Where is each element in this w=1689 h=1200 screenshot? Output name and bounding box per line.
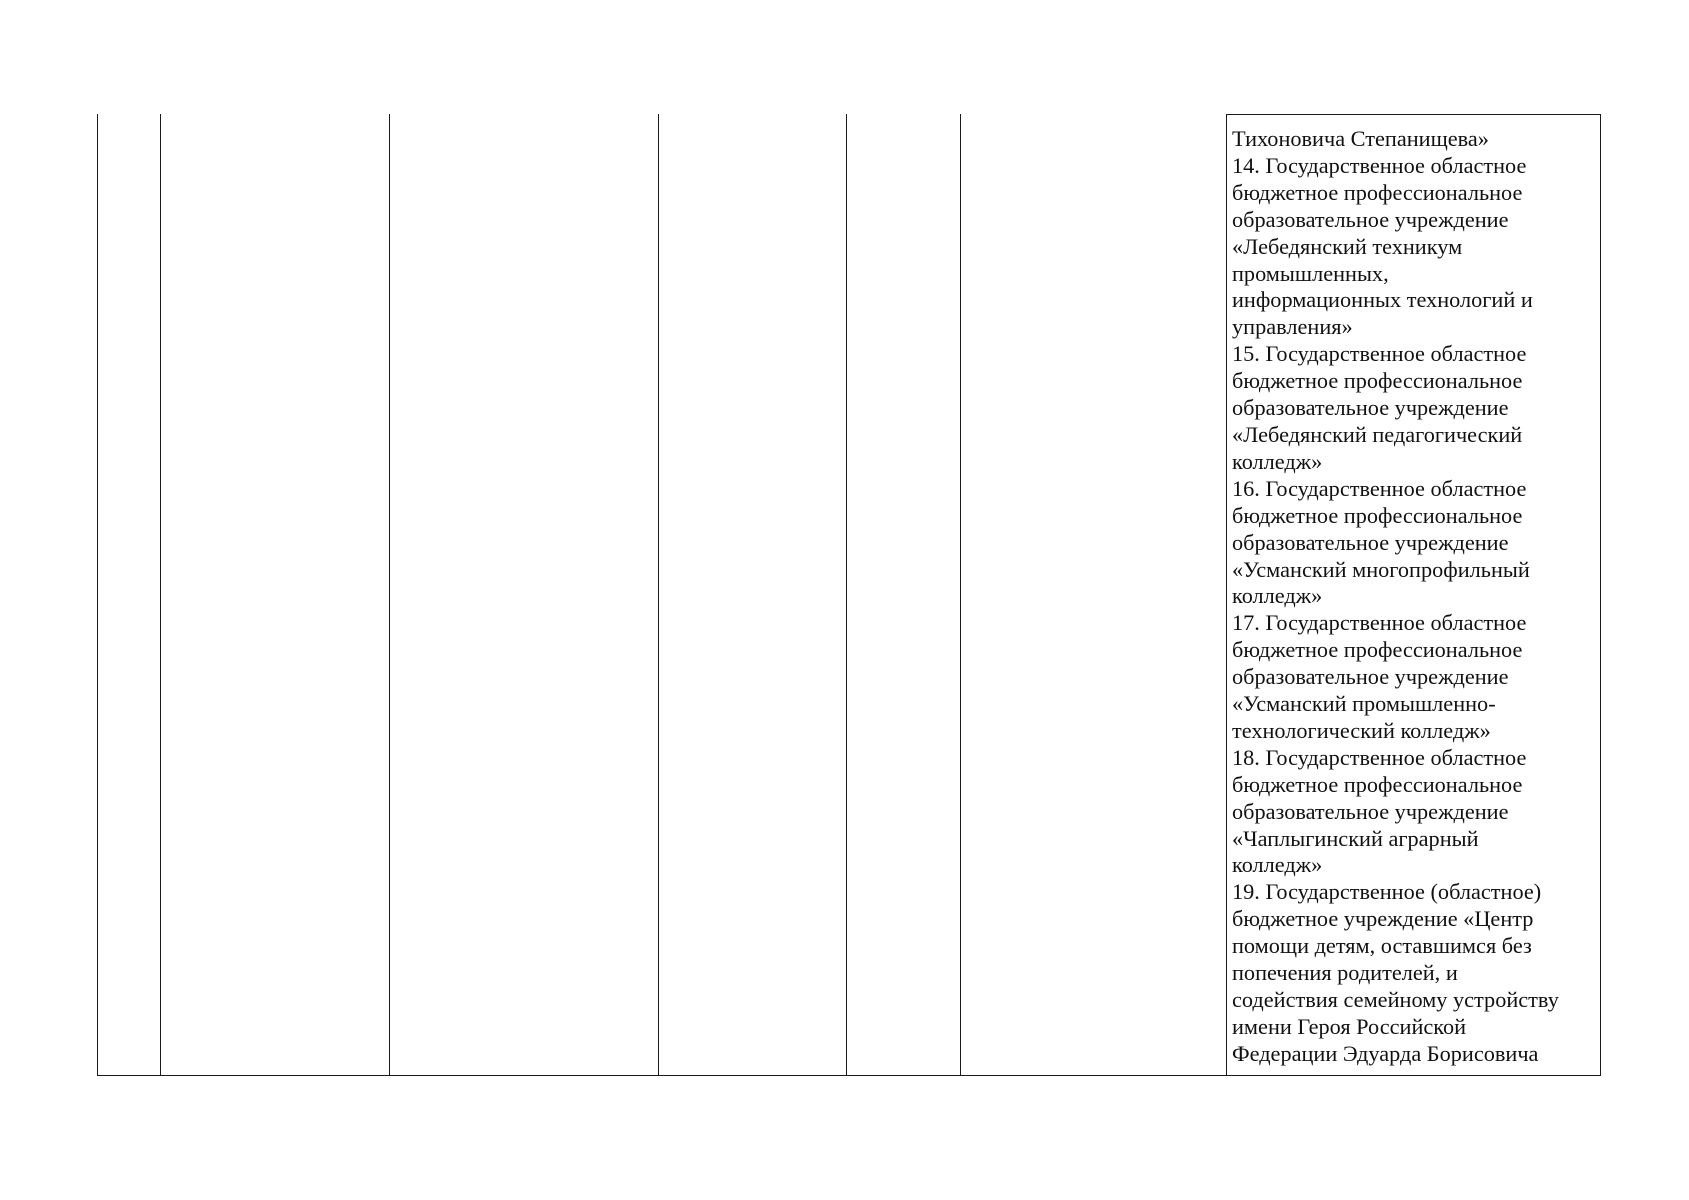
text-line: образовательное учреждение xyxy=(1232,664,1509,690)
text-line: «Лебедянский педагогический xyxy=(1232,421,1523,447)
column-border xyxy=(846,114,847,1076)
text-line: бюджетное профессиональное xyxy=(1232,368,1523,394)
text-line: имени Героя Российской xyxy=(1232,1013,1467,1039)
text-line: образовательное учреждение xyxy=(1232,395,1509,421)
text-line: управления» xyxy=(1232,314,1353,340)
column-border xyxy=(1226,114,1227,1076)
text-line: 14. Государственное областное xyxy=(1232,152,1527,178)
text-line: «Усманский промышленно- xyxy=(1232,691,1496,717)
text-line: 16. Государственное областное xyxy=(1232,475,1527,501)
column-border xyxy=(97,114,98,1076)
text-line: 19. Государственное (областное) xyxy=(1232,879,1542,905)
cell-top-border xyxy=(1226,114,1601,115)
text-line: бюджетное профессиональное xyxy=(1232,771,1523,797)
table-bottom-border xyxy=(97,1075,1601,1076)
text-line: «Усманский многопрофильный xyxy=(1232,556,1530,582)
text-line: колледж» xyxy=(1232,852,1323,878)
text-line: промышленных, xyxy=(1232,260,1389,286)
text-line: попечения родителей, и xyxy=(1232,960,1458,986)
text-line: содействия семейному устройству xyxy=(1232,987,1559,1012)
text-line: «Лебедянский техникум xyxy=(1232,233,1463,259)
text-line: колледж» xyxy=(1232,448,1323,474)
column-border xyxy=(960,114,961,1076)
text-line: образовательное учреждение xyxy=(1232,206,1509,232)
column-border xyxy=(160,114,161,1076)
column-border xyxy=(389,114,390,1076)
text-line: образовательное учреждение xyxy=(1232,529,1509,555)
text-line: колледж» xyxy=(1232,583,1323,609)
text-line: «Чаплыгинский аграрный xyxy=(1232,825,1479,851)
text-line: технологический колледж» xyxy=(1232,717,1491,743)
text-line: 17. Государственное областное xyxy=(1232,610,1527,636)
text-line: помощи детям, оставшимся без xyxy=(1232,933,1532,959)
text-line: информационных технологий и xyxy=(1232,287,1533,313)
text-line: бюджетное профессиональное xyxy=(1232,179,1523,205)
text-line: бюджетное профессиональное xyxy=(1232,502,1523,528)
text-line: Тихоновича Степанищева» xyxy=(1232,126,1489,151)
text-line: Федерации Эдуарда Борисовича xyxy=(1232,1040,1539,1066)
institutions-list-cell xyxy=(1232,126,1600,1068)
text-line: бюджетное профессиональное xyxy=(1232,637,1523,663)
text-line: 15. Государственное областное xyxy=(1232,341,1527,367)
text-line: 18. Государственное областное xyxy=(1232,744,1527,770)
text-line: бюджетное учреждение «Центр xyxy=(1232,906,1534,932)
column-border xyxy=(658,114,659,1076)
column-border xyxy=(1600,114,1601,1076)
text-line: образовательное учреждение xyxy=(1232,798,1509,824)
